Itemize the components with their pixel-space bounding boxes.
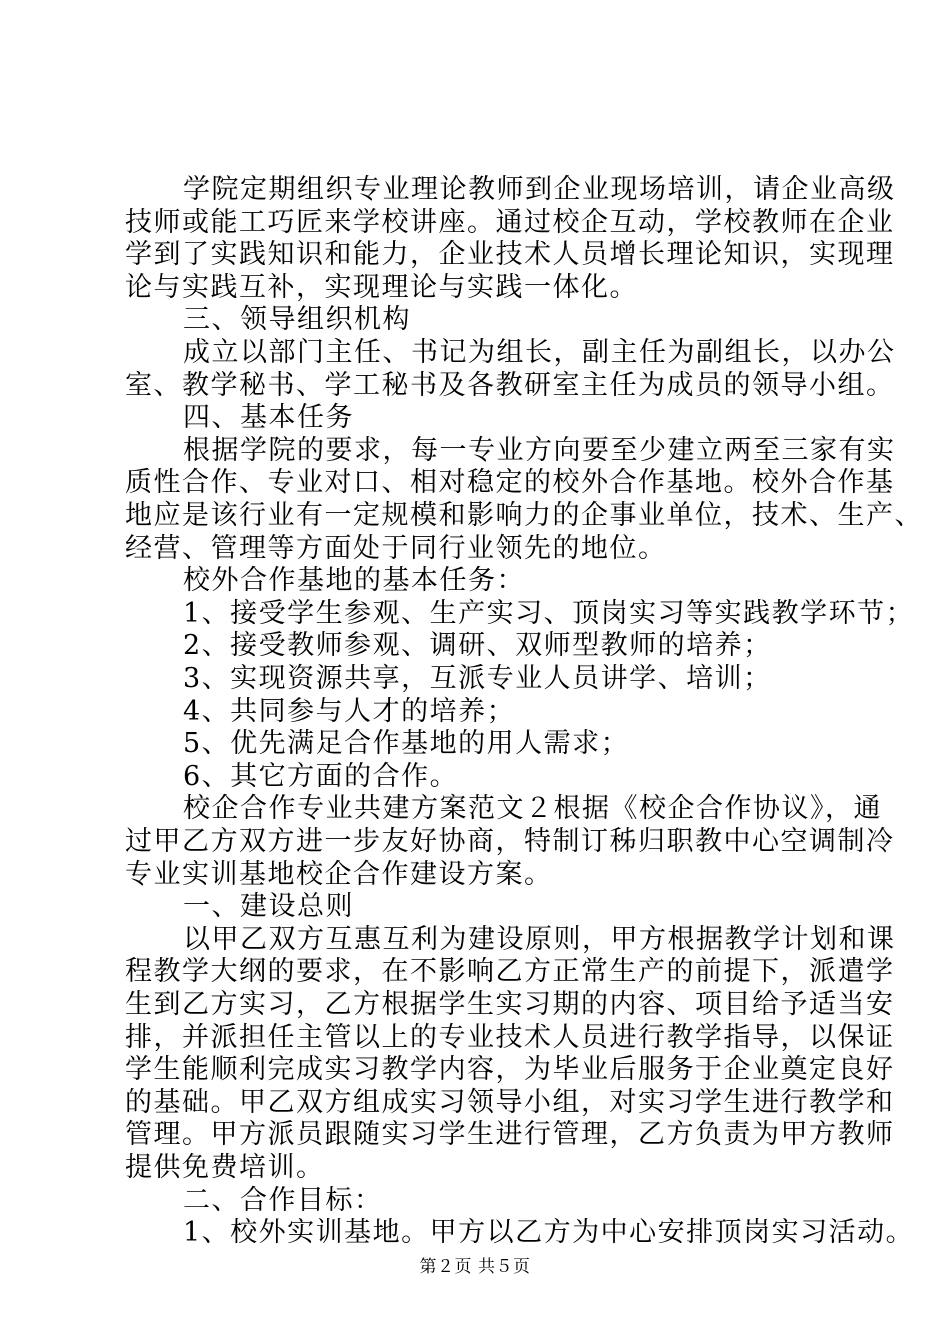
text-line: 生到乙方实习，乙方根据学生实习期的内容、项目给予适当安 <box>125 989 895 1020</box>
section-heading: 三、领导组织机构 <box>183 304 411 336</box>
section-heading: 四、基本任务 <box>183 402 354 434</box>
text-line: 经营、管理等方面处于同行业领先的地位。 <box>125 532 667 564</box>
text-line: 论与实践互补，实现理论与实践一体化。 <box>125 271 638 303</box>
text-line: 室、教学秘书、学工秘书及各教研室主任为成员的领导小组。 <box>125 369 895 401</box>
text-line: 校企合作专业共建方案范文２根据《校企合作协议》，通 <box>183 793 882 825</box>
list-item: 3、实现资源共享，互派专业人员讲学、培训； <box>183 663 772 694</box>
text-line: 程教学大纲的要求，在不影响乙方正常生产的前提下，派遣学 <box>125 956 895 988</box>
text-line: 学生能顺利完成实习教学内容，为毕业后服务于企业奠定良好 <box>125 1054 895 1086</box>
section-heading: 一、建设总则 <box>183 891 354 923</box>
text-line: 技师或能工巧匠来学校讲座。通过校企互动，学校教师在企业 <box>125 206 895 238</box>
text-line: 根据学院的要求，每一专业方向要至少建立两至三家有实 <box>183 434 896 466</box>
text-line: 质性合作、专业对口、相对稳定的校外合作基地。校外合作基 <box>125 467 895 499</box>
list-item: 2、接受教师参观、调研、双师型教师的培养； <box>183 630 772 662</box>
text-line: 成立以部门主任、书记为组长，副主任为副组长，以办公 <box>183 337 896 368</box>
list-item: 6、其它方面的合作。 <box>183 760 459 792</box>
section-heading: 二、合作目标： <box>183 1184 383 1216</box>
text-line: 排，并派担任主管以上的专业技术人员进行教学指导，以保证 <box>125 1021 895 1053</box>
list-item: 1、接受学生参观、生产实习、顶岗实习等实践教学环节； <box>183 597 915 629</box>
text-line: 学院定期组织专业理论教师到企业现场培训，请企业高级 <box>183 174 896 205</box>
list-item: 4、共同参与人才的培养； <box>183 695 516 727</box>
list-item: 5、优先满足合作基地的用人需求； <box>183 728 630 760</box>
text-line: 学到了实践知识和能力，企业技术人员增长理论知识，实现理 <box>125 239 895 271</box>
page-indicator: 第２页 共５页 <box>419 1257 531 1277</box>
text-line: 地应是该行业有一定规模和影响力的企事业单位，技术、生产、 <box>125 500 923 531</box>
text-line: 以甲乙双方互惠互利为建设原则，甲方根据教学计划和课 <box>183 923 896 955</box>
text-line: 校外合作基地的基本任务： <box>183 565 525 597</box>
text-line: 专业实训基地校企合作建设方案。 <box>125 858 553 890</box>
text-line: 管理。甲方派员跟随实习学生进行管理，乙方负责为甲方教师 <box>125 1119 895 1151</box>
text-line: 过甲乙方双方进一步友好协商，特制订秭归职教中心空调制冷 <box>125 826 895 857</box>
text-line: 的基础。甲乙双方组成实习领导小组，对实习学生进行教学和 <box>125 1086 895 1118</box>
text-line: 1、校外实训基地。甲方以乙方为中心安排顶岗实习活动。 <box>183 1217 915 1249</box>
text-line: 提供免费培训。 <box>125 1152 325 1183</box>
